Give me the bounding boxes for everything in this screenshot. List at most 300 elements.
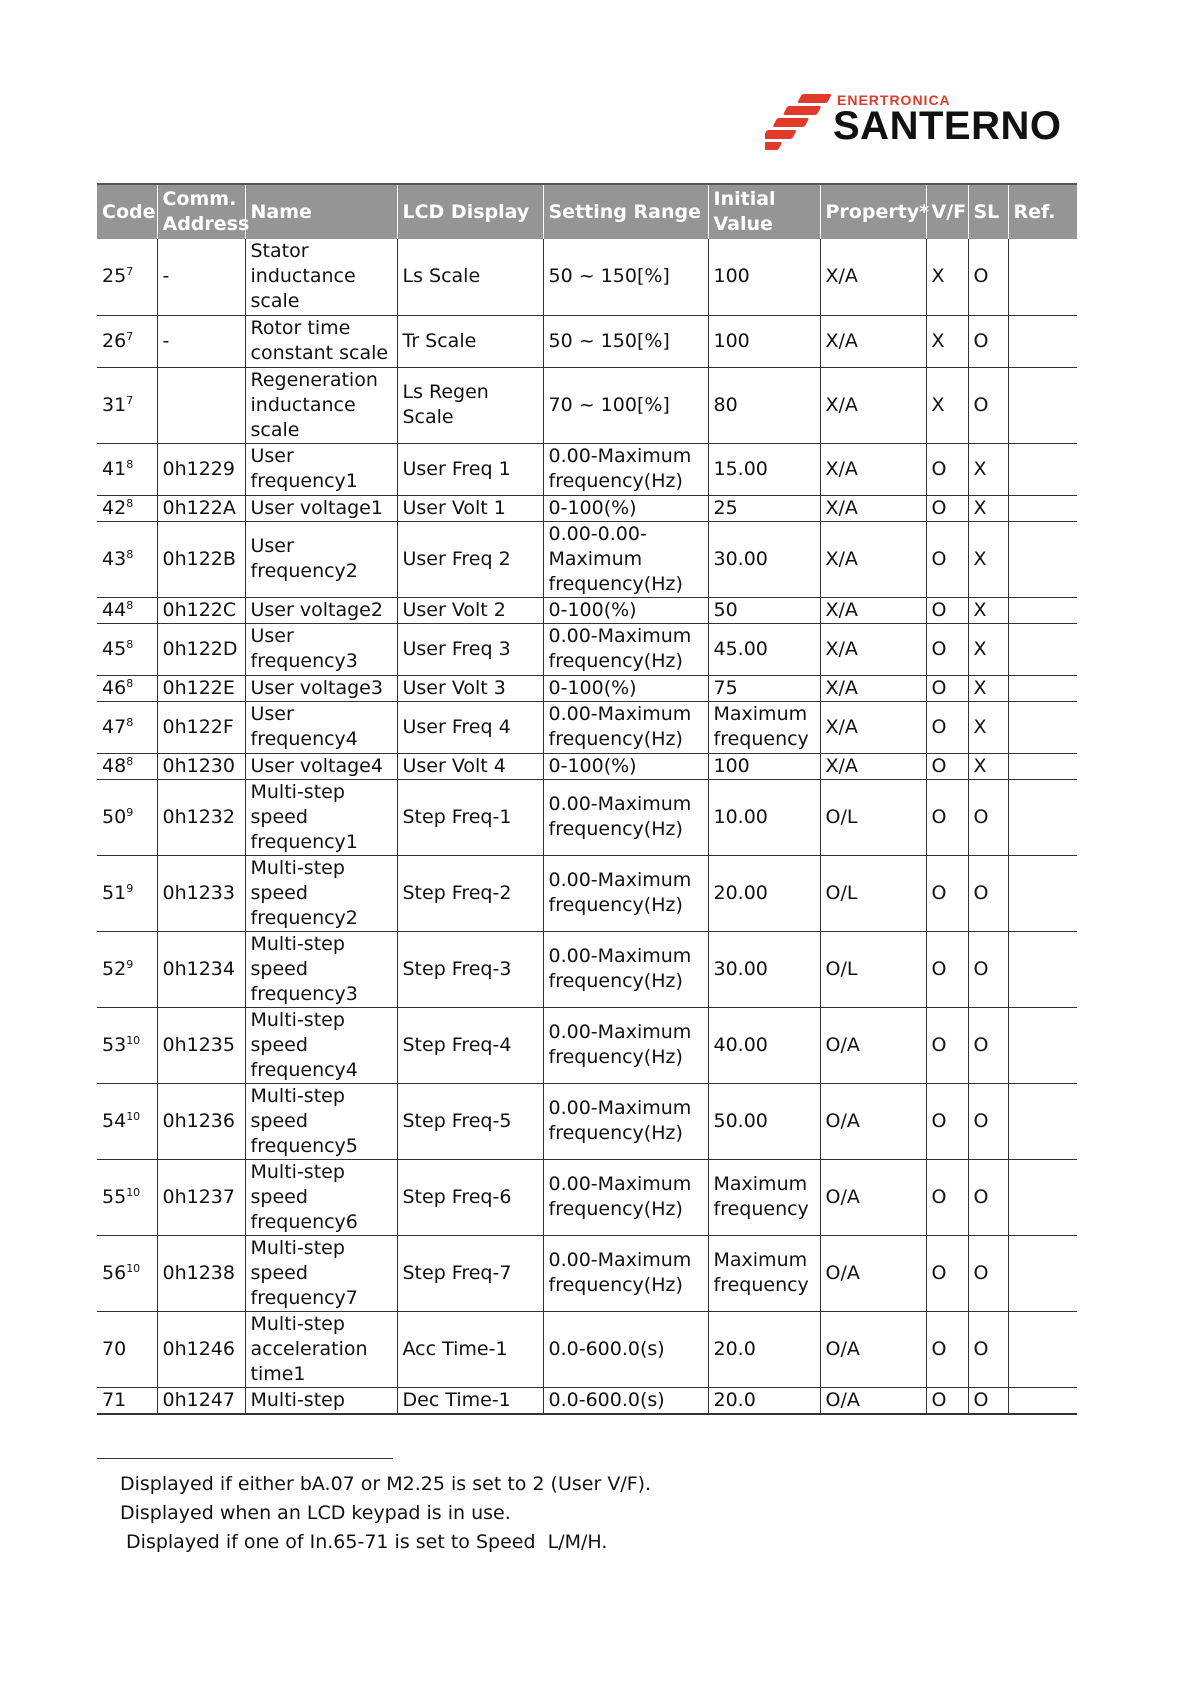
property: O/A: [825, 1261, 860, 1284]
param-code: 54: [102, 1109, 127, 1132]
param-name-cell: [245, 1007, 397, 1083]
param-name-cell: [245, 1159, 397, 1235]
param-name-cell: [245, 1083, 397, 1159]
vf-flag-cell: [926, 367, 968, 443]
param-name-cell: [245, 779, 397, 855]
property-cell: [820, 495, 926, 521]
vf-flag: O: [931, 1185, 947, 1208]
sl-flag-cell: [968, 1387, 1008, 1414]
setting-range-cell: [543, 855, 708, 931]
footnote-ref: 10: [126, 1185, 141, 1199]
ref-cell: [1008, 521, 1077, 597]
lcd-display: User Volt 4: [402, 754, 506, 777]
param-code: 45: [102, 637, 127, 660]
property: O/L: [825, 805, 858, 828]
param-code-cell: [97, 495, 157, 521]
comm-address-cell: [157, 1235, 245, 1311]
property: O/A: [825, 1388, 860, 1411]
vf-flag: X: [931, 329, 945, 352]
sl-flag: O: [973, 957, 989, 980]
comm-address: 0h1236: [162, 1109, 235, 1132]
initial-value-cell: [708, 239, 820, 315]
param-name: Multi-step speed frequency5: [250, 1084, 358, 1157]
sl-flag-cell: [968, 1159, 1008, 1235]
param-name: User voltage2: [250, 598, 383, 621]
property-cell: [820, 675, 926, 701]
vf-flag: O: [931, 715, 947, 738]
vf-flag-cell: [926, 315, 968, 367]
param-name-cell: [245, 701, 397, 753]
sl-flag-cell: [968, 931, 1008, 1007]
comm-address: -: [162, 265, 170, 288]
setting-range-cell: [543, 1311, 708, 1387]
param-code: 50: [102, 805, 127, 828]
ref-cell: [1008, 753, 1077, 779]
footnote-ref: 8: [126, 598, 134, 612]
setting-range-cell: [543, 701, 708, 753]
initial-value: Maximum frequency: [713, 1173, 809, 1220]
sl-flag: O: [973, 1033, 989, 1056]
setting-range-cell: [543, 495, 708, 521]
initial-value-cell: [708, 1159, 820, 1235]
footnote-ref: 8: [126, 457, 134, 471]
param-code: 47: [102, 715, 127, 738]
param-name-cell: [245, 443, 397, 495]
setting-range-cell: [543, 1387, 708, 1414]
initial-value-cell: [708, 1083, 820, 1159]
ref-cell: [1008, 1083, 1077, 1159]
vf-flag-cell: [926, 1311, 968, 1387]
property-cell: [820, 367, 926, 443]
param-code-cell: [97, 675, 157, 701]
comm-address: 0h122D: [162, 637, 238, 660]
property-cell: [820, 443, 926, 495]
property-cell: [820, 701, 926, 753]
setting-range-cell: [543, 931, 708, 1007]
lcd-display-cell: [397, 597, 543, 623]
initial-value-cell: [708, 931, 820, 1007]
vf-flag: O: [931, 957, 947, 980]
lcd-display-cell: [397, 239, 543, 315]
ref-cell: [1008, 701, 1077, 753]
setting-range: 0.00-Maximum frequency(Hz): [548, 1249, 692, 1296]
lcd-display-cell: [397, 1311, 543, 1387]
setting-range: 0-100(%): [548, 496, 637, 519]
initial-value: 100: [713, 265, 750, 288]
param-name: User frequency1: [250, 445, 358, 492]
param-name-cell: [245, 495, 397, 521]
sl-flag: O: [973, 805, 989, 828]
lcd-display-cell: [397, 1387, 543, 1414]
initial-value-cell: [708, 495, 820, 521]
ref-cell: [1008, 597, 1077, 623]
vf-flag-cell: [926, 1159, 968, 1235]
property-cell: [820, 1311, 926, 1387]
property: O/A: [825, 1109, 860, 1132]
col-header-comm-address: Comm. Address: [157, 184, 245, 239]
footnote-ref: 8: [126, 715, 134, 729]
table-row: [97, 443, 1077, 495]
lcd-display-cell: [397, 623, 543, 675]
property-cell: [820, 239, 926, 315]
lcd-display: Ls Scale: [402, 265, 481, 288]
sl-flag-cell: [968, 1083, 1008, 1159]
sl-flag-cell: [968, 675, 1008, 701]
param-name: Multi-step acceleration time1: [250, 1312, 368, 1385]
sl-flag: O: [973, 1261, 989, 1284]
sl-flag: O: [973, 1388, 989, 1411]
lcd-display: User Volt 1: [402, 496, 506, 519]
vf-flag-cell: [926, 1083, 968, 1159]
lcd-display-cell: [397, 1083, 543, 1159]
param-name: Multi-step speed frequency3: [250, 932, 358, 1005]
table-row: [97, 239, 1077, 315]
logo-main-text: SANTERNO: [833, 104, 1062, 148]
comm-address: -: [162, 329, 170, 352]
initial-value-cell: [708, 1007, 820, 1083]
property: O/L: [825, 957, 858, 980]
lcd-display: Dec Time-1: [402, 1388, 511, 1411]
vf-flag-cell: [926, 623, 968, 675]
initial-value: 30.00: [713, 957, 768, 980]
santerno-logo-icon: [765, 92, 831, 152]
property-cell: [820, 597, 926, 623]
initial-value: 80: [713, 393, 738, 416]
lcd-display: User Freq 1: [402, 457, 511, 480]
setting-range: 50 ~ 150[%]: [548, 329, 670, 352]
setting-range: 0.00-Maximum frequency(Hz): [548, 1021, 692, 1068]
vf-flag-cell: [926, 597, 968, 623]
property: O/L: [825, 881, 858, 904]
param-code-cell: [97, 753, 157, 779]
footnote-divider: [97, 1458, 393, 1459]
sl-flag-cell: [968, 1007, 1008, 1083]
param-name-cell: [245, 521, 397, 597]
param-name-cell: [245, 1235, 397, 1311]
param-name-cell: [245, 315, 397, 367]
vf-flag: O: [931, 1337, 947, 1360]
comm-address: 0h122E: [162, 676, 235, 699]
col-header-vf: V/F: [926, 184, 968, 239]
param-name-cell: [245, 753, 397, 779]
table-row: [97, 1311, 1077, 1387]
param-code-cell: [97, 521, 157, 597]
sl-flag: O: [973, 1109, 989, 1132]
brand-logo: [765, 88, 1075, 160]
lcd-display-cell: [397, 701, 543, 753]
setting-range: 0.00-0.00-Maximum frequency(Hz): [548, 522, 683, 595]
initial-value: Maximum frequency: [713, 1249, 809, 1296]
initial-value-cell: [708, 597, 820, 623]
param-name: Multi-step speed frequency1: [250, 780, 358, 853]
setting-range: 0.00-Maximum frequency(Hz): [548, 869, 692, 916]
comm-address: 0h1238: [162, 1261, 235, 1284]
initial-value: 20.0: [713, 1388, 756, 1411]
ref-cell: [1008, 779, 1077, 855]
footnote-ref: 8: [126, 547, 134, 561]
footnote: Displayed if one of In.65-71 is set to Speed L/M/H.: [120, 1531, 608, 1553]
property: X/A: [825, 393, 858, 416]
lcd-display: Step Freq-7: [402, 1261, 512, 1284]
param-code: 51: [102, 881, 127, 904]
initial-value: 15.00: [713, 457, 768, 480]
param-name-cell: [245, 675, 397, 701]
footnote-ref: 7: [126, 265, 134, 279]
lcd-display: User Volt 3: [402, 676, 506, 699]
initial-value-cell: [708, 855, 820, 931]
param-code-cell: [97, 239, 157, 315]
property: X/A: [825, 265, 858, 288]
param-name-cell: [245, 239, 397, 315]
property-cell: [820, 779, 926, 855]
initial-value-cell: [708, 367, 820, 443]
table-row: [97, 597, 1077, 623]
footnote-ref: 8: [126, 754, 134, 768]
parameter-table-body: [97, 239, 1077, 1414]
initial-value: 30.00: [713, 547, 768, 570]
table-row: [97, 495, 1077, 521]
vf-flag: X: [931, 393, 945, 416]
param-name: Multi-step speed frequency7: [250, 1236, 358, 1309]
param-code: 44: [102, 598, 127, 621]
param-code-cell: [97, 597, 157, 623]
param-code: 55: [102, 1185, 127, 1208]
param-name-cell: [245, 1311, 397, 1387]
footnotes: [120, 1470, 1020, 1557]
param-name: Rotor time constant scale: [250, 317, 389, 364]
footnote-ref: 7: [126, 329, 134, 343]
sl-flag: X: [973, 715, 987, 738]
setting-range-cell: [543, 1007, 708, 1083]
setting-range-cell: [543, 779, 708, 855]
comm-address: 0h1246: [162, 1337, 235, 1360]
setting-range-cell: [543, 753, 708, 779]
col-header-lcd-display: LCD Display: [397, 184, 543, 239]
ref-cell: [1008, 367, 1077, 443]
param-code-cell: [97, 623, 157, 675]
param-code-cell: [97, 1007, 157, 1083]
param-code-cell: [97, 1311, 157, 1387]
lcd-display: Acc Time-1: [402, 1337, 508, 1360]
param-name: Regeneration inductance scale: [250, 368, 378, 441]
comm-address-cell: [157, 675, 245, 701]
table-row: [97, 1159, 1077, 1235]
table-row: [97, 931, 1077, 1007]
setting-range-cell: [543, 239, 708, 315]
comm-address: 0h1247: [162, 1388, 235, 1411]
comm-address-cell: [157, 1159, 245, 1235]
property-cell: [820, 1083, 926, 1159]
col-header-code: Code: [97, 184, 157, 239]
sl-flag-cell: [968, 779, 1008, 855]
param-code: 71: [102, 1388, 127, 1411]
property-cell: [820, 623, 926, 675]
setting-range: 70 ~ 100[%]: [548, 393, 670, 416]
sl-flag: X: [973, 598, 987, 621]
param-code-cell: [97, 1235, 157, 1311]
setting-range-cell: [543, 315, 708, 367]
footnote-ref: 9: [126, 957, 134, 971]
lcd-display: User Volt 2: [402, 598, 506, 621]
initial-value-cell: [708, 623, 820, 675]
table-row: [97, 701, 1077, 753]
comm-address-cell: [157, 753, 245, 779]
param-code: 52: [102, 957, 127, 980]
logo-top-text: ENERTRONICA: [837, 92, 951, 108]
comm-address-cell: [157, 623, 245, 675]
comm-address-cell: [157, 1007, 245, 1083]
initial-value-cell: [708, 443, 820, 495]
vf-flag: O: [931, 1261, 947, 1284]
vf-flag: O: [931, 1033, 947, 1056]
param-name-cell: [245, 1387, 397, 1414]
sl-flag: X: [973, 496, 987, 519]
vf-flag: O: [931, 676, 947, 699]
table-row: [97, 315, 1077, 367]
setting-range: 0.00-Maximum frequency(Hz): [548, 1173, 692, 1220]
table-row: [97, 753, 1077, 779]
lcd-display: Step Freq-3: [402, 957, 512, 980]
initial-value: 50: [713, 598, 738, 621]
setting-range: 0.00-Maximum frequency(Hz): [548, 625, 692, 672]
col-header-setting-range: Setting Range: [543, 184, 708, 239]
table-header-row: [97, 184, 1077, 239]
param-name: User frequency4: [250, 703, 358, 750]
property: X/A: [825, 496, 858, 519]
param-name: Multi-step: [250, 1388, 345, 1411]
table-row: [97, 623, 1077, 675]
sl-flag: X: [973, 676, 987, 699]
ref-cell: [1008, 315, 1077, 367]
setting-range-cell: [543, 1083, 708, 1159]
sl-flag: X: [973, 457, 987, 480]
setting-range-cell: [543, 443, 708, 495]
initial-value: 75: [713, 676, 738, 699]
col-header-initial-value: Initial Value: [708, 184, 820, 239]
initial-value-cell: [708, 779, 820, 855]
sl-flag: O: [973, 881, 989, 904]
property-cell: [820, 1007, 926, 1083]
vf-flag: O: [931, 1109, 947, 1132]
param-name-cell: [245, 597, 397, 623]
property: X/A: [825, 754, 858, 777]
comm-address-cell: [157, 779, 245, 855]
vf-flag-cell: [926, 239, 968, 315]
vf-flag-cell: [926, 779, 968, 855]
footnote-ref: 10: [126, 1033, 141, 1047]
lcd-display: User Freq 3: [402, 637, 511, 660]
property: X/A: [825, 547, 858, 570]
param-code: 56: [102, 1261, 127, 1284]
param-code: 48: [102, 754, 127, 777]
param-name-cell: [245, 367, 397, 443]
param-name-cell: [245, 931, 397, 1007]
lcd-display-cell: [397, 367, 543, 443]
comm-address-cell: [157, 1083, 245, 1159]
table-row: [97, 367, 1077, 443]
initial-value-cell: [708, 521, 820, 597]
vf-flag-cell: [926, 1387, 968, 1414]
vf-flag-cell: [926, 675, 968, 701]
param-code: 70: [102, 1337, 127, 1360]
lcd-display: Ls Regen Scale: [402, 381, 489, 428]
param-name: Multi-step speed frequency4: [250, 1008, 358, 1081]
initial-value: 20.00: [713, 881, 768, 904]
param-name: Stator inductance scale: [250, 240, 356, 313]
vf-flag: O: [931, 881, 947, 904]
lcd-display-cell: [397, 1235, 543, 1311]
param-code: 25: [102, 265, 127, 288]
sl-flag-cell: [968, 1311, 1008, 1387]
initial-value-cell: [708, 701, 820, 753]
comm-address-cell: [157, 1311, 245, 1387]
param-name: Multi-step speed frequency2: [250, 856, 358, 929]
setting-range-cell: [543, 1235, 708, 1311]
comm-address-cell: [157, 701, 245, 753]
table-row: [97, 779, 1077, 855]
setting-range: 0.00-Maximum frequency(Hz): [548, 1097, 692, 1144]
vf-flag: O: [931, 805, 947, 828]
setting-range-cell: [543, 597, 708, 623]
param-code-cell: [97, 1387, 157, 1414]
property: O/A: [825, 1033, 860, 1056]
setting-range-cell: [543, 521, 708, 597]
initial-value-cell: [708, 753, 820, 779]
param-name: User frequency2: [250, 535, 358, 582]
property-cell: [820, 753, 926, 779]
footnote-ref: 9: [126, 805, 134, 819]
ref-cell: [1008, 495, 1077, 521]
ref-cell: [1008, 931, 1077, 1007]
lcd-display-cell: [397, 855, 543, 931]
comm-address: 0h122F: [162, 715, 234, 738]
sl-flag-cell: [968, 753, 1008, 779]
vf-flag: O: [931, 637, 947, 660]
lcd-display-cell: [397, 443, 543, 495]
sl-flag: X: [973, 754, 987, 777]
param-name-cell: [245, 855, 397, 931]
sl-flag-cell: [968, 495, 1008, 521]
param-code-cell: [97, 1083, 157, 1159]
vf-flag-cell: [926, 1007, 968, 1083]
lcd-display-cell: [397, 675, 543, 701]
param-code-cell: [97, 701, 157, 753]
property: X/A: [825, 637, 858, 660]
vf-flag-cell: [926, 521, 968, 597]
lcd-display-cell: [397, 753, 543, 779]
ref-cell: [1008, 1235, 1077, 1311]
param-code: 53: [102, 1033, 127, 1056]
ref-cell: [1008, 1159, 1077, 1235]
sl-flag: O: [973, 393, 989, 416]
ref-cell: [1008, 239, 1077, 315]
setting-range: 0.00-Maximum frequency(Hz): [548, 445, 692, 492]
param-code-cell: [97, 1159, 157, 1235]
vf-flag: O: [931, 754, 947, 777]
comm-address-cell: [157, 443, 245, 495]
vf-flag: O: [931, 1388, 947, 1411]
comm-address-cell: [157, 239, 245, 315]
property-cell: [820, 855, 926, 931]
parameter-table: [97, 183, 1077, 1415]
comm-address-cell: [157, 855, 245, 931]
lcd-display: Step Freq-2: [402, 881, 512, 904]
col-header-sl: SL: [968, 184, 1008, 239]
ref-cell: [1008, 1311, 1077, 1387]
sl-flag-cell: [968, 443, 1008, 495]
footnote: Displayed if either bA.07 or M2.25 is set to 2 (User V/F).: [120, 1473, 652, 1495]
param-code-cell: [97, 443, 157, 495]
